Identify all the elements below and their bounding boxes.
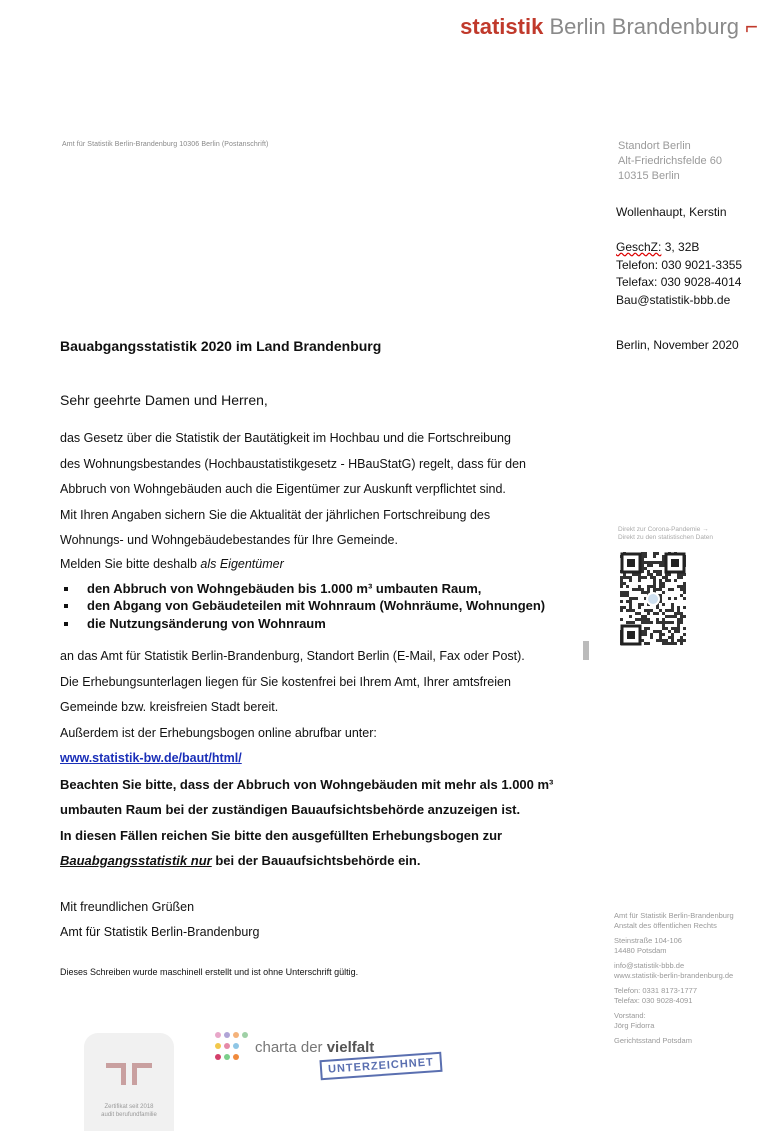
body-line: Mit Ihren Angaben sichern Sie die Aktualität der jährlichen Fortschreibung des: [60, 507, 491, 522]
bullet-item: den Abbruch von Wohngebäuden bis 1.000 m³ umbauten Raum,: [60, 580, 580, 598]
body-line: das Gesetz über die Statistik der Bautätigkeit im Hochbau und die Fortschreibung: [60, 431, 511, 445]
body-line-text: Melden Sie bitte deshalb: [60, 556, 201, 571]
institution-tel: Telefon: 0331 8173-1777: [614, 986, 697, 995]
institution-mail: info@statistik-bbb.de: [614, 961, 685, 970]
text-cursor: [583, 641, 589, 660]
salutation: Sehr geehrte Damen und Herren,: [60, 392, 268, 408]
certificate-badge: [84, 1033, 174, 1131]
header-logo: [460, 14, 758, 40]
closing-line: Amt für Statistik Berlin-Brandenburg: [60, 925, 260, 939]
contact-person: Wollenhaupt, Kerstin: [616, 205, 727, 219]
institution-city: 14480 Potsdam: [614, 946, 667, 955]
charta-text-bold: vielfalt: [326, 1039, 375, 1056]
body-line: Außerdem ist der Erhebungsbogen online abrufbar unter:: [60, 725, 377, 740]
location-line-3: 10315 Berlin: [618, 170, 680, 182]
body-emphasis: Bauabgangsstatistik nur: [60, 853, 212, 868]
letter-body: [60, 426, 580, 874]
qr-caption-line: Direkt zu den statistischen Daten: [618, 534, 714, 541]
gesch-value: 3, 32B: [664, 240, 700, 254]
charta-text: charta der: [255, 1039, 327, 1056]
body-line: [60, 554, 580, 574]
body-bold-line: Beachten Sie bitte, dass der Abbruch von Wohngebäuden mit mehr als 1.000 m³: [60, 776, 554, 792]
institution-type: Anstalt des öffentlichen Rechts: [614, 921, 717, 930]
logo-part-statistik: statistik: [460, 14, 544, 39]
institution-fax: Telefax: 030 9028-4091: [614, 996, 693, 1005]
institution-contact: [614, 911, 774, 1051]
email-line: Bau@statistik-bbb.de: [616, 292, 731, 307]
bullet-list: [60, 580, 580, 633]
certificate-text: [84, 1103, 174, 1119]
location-line-2: Alt-Friedrichsfelde 60: [618, 155, 722, 167]
gesch-label: GeschZ:: [616, 240, 662, 254]
body-line: Die Erhebungsunterlagen liegen für Sie kostenfrei bei Ihrem Amt, Ihrer amtsfreien: [60, 674, 511, 689]
vorstand-name: Jörg Fidorra: [614, 1021, 655, 1030]
certificate-line: audit berufundfamilie: [101, 1112, 157, 1118]
qr-code-graphic: [620, 552, 686, 646]
charta-logo: [255, 1039, 374, 1056]
location-block: [618, 139, 722, 184]
qr-caption: [618, 526, 768, 542]
institution-web: www.statistik-berlin-brandenburg.de: [614, 971, 734, 980]
institution-name: Amt für Statistik Berlin-Brandenburg: [614, 911, 734, 920]
body-bold-line: [60, 848, 580, 874]
letter-subject: Bauabgangsstatistik 2020 im Land Brandenburg: [60, 338, 382, 354]
body-line: Gemeinde bzw. kreisfreien Stadt bereit.: [60, 700, 279, 714]
telefax-line: Telefax: 030 9028-4014: [616, 275, 742, 289]
body-bold-line: umbauten Raum bei der zuständigen Bauaufsichtsbehörde anzuzeigen ist.: [60, 802, 521, 817]
body-link-line: [60, 746, 580, 772]
body-bold-text: bei der Bauaufsichtsbehörde ein.: [211, 853, 421, 868]
body-line: Abbruch von Wohngebäuden auch die Eigentümer zur Auskunft verpflichtet sind.: [60, 482, 506, 496]
survey-link[interactable]: www.statistik-bw.de/baut/html/: [60, 751, 242, 765]
charta-dots-icon: [213, 1030, 253, 1066]
reference-block: [616, 239, 742, 309]
institution-street: Steinstraße 104-106: [614, 936, 682, 945]
closing-block: [60, 895, 259, 945]
bullet-item: die Nutzungsänderung von Wohnraum: [60, 615, 580, 633]
telefon-line: Telefon: 030 9021-3355: [616, 257, 743, 272]
closing-line: Mit freundlichen Grüßen: [60, 900, 195, 914]
footer-note: Dieses Schreiben wurde maschinell erstellt und ist ohne Unterschrift gültig.: [60, 967, 359, 977]
qr-code[interactable]: [620, 552, 686, 646]
logo-part-region: Berlin Brandenburg: [549, 14, 740, 39]
location-line-1: Standort Berlin: [618, 140, 691, 152]
gesch-line: [616, 239, 742, 257]
body-line: des Wohnungsbestandes (Hochbaustatistikgesetz - HBauStatG) regelt, dass für den: [60, 456, 526, 471]
certificate-line: Zertifikat seit 2018: [104, 1104, 154, 1110]
vorstand-label: Vorstand:: [614, 1011, 646, 1020]
body-line-italic: als Eigentümer: [200, 556, 284, 571]
body-line: an das Amt für Statistik Berlin-Brandenburg, Standort Berlin (E-Mail, Fax oder Post).: [60, 649, 525, 663]
bullet-item: den Abgang von Gebäudeteilen mit Wohnraum (Wohnräume, Wohnungen): [60, 597, 580, 615]
qr-caption-line: Direkt zur Corona-Pandemie →: [618, 526, 709, 533]
body-bold-line: In diesen Fällen reichen Sie bitte den ausgefüllten Erhebungsbogen zur: [60, 827, 503, 843]
certificate-logo-icon: [84, 1033, 174, 1093]
charta-stamp: UNTERZEICHNET: [319, 1052, 442, 1080]
body-line: Wohnungs- und Wohngebäudebestandes für Ihre Gemeinde.: [60, 533, 398, 547]
sender-line: Amt für Statistik Berlin-Brandenburg 10306 Berlin (Postanschrift): [62, 141, 269, 148]
letter-date: Berlin, November 2020: [616, 338, 739, 352]
court-line: Gerichtsstand Potsdam: [614, 1036, 692, 1045]
logo-mark: ⌐: [745, 14, 758, 39]
